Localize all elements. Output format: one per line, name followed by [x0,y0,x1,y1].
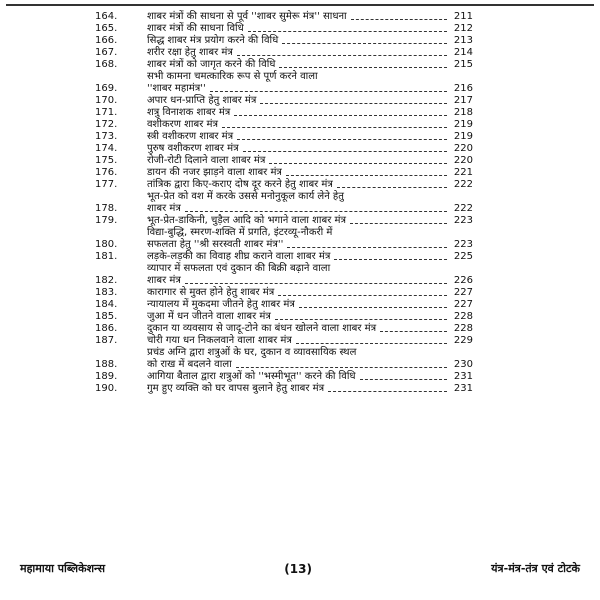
toc-entry-title: विद्या-बुद्धि, स्मरण-शक्ति में प्रगति, इंटरव्यू-नौकरी में [147,227,333,238]
leader-dashes [299,307,447,308]
toc-entry-number: 168. [95,59,118,70]
toc-entry-title: सफलता हेतु ''श्री सरस्वती शाबर मंत्र'' [147,239,284,250]
toc-entry-title: जुआ में धन जीतने वाला शाबर मंत्र [147,311,271,322]
toc-entry [95,11,473,23]
toc-entry [95,35,473,47]
toc-entry-title: शाबर मंत्रों की साधना से पूर्व ''शाबर सुमेरू मंत्र'' साधना [147,11,347,22]
toc-entry-number: 182. [95,275,118,286]
toc-entry-title: वशीकरण शाबर मंत्र [147,119,218,130]
toc-entry-page: 226 [453,275,473,286]
toc-entry-number: 187. [95,335,118,346]
toc-entry-number: 175. [95,155,118,166]
toc-entry-number: 184. [95,299,118,310]
leader-dashes [351,19,447,20]
toc-entry [95,299,473,311]
toc-entry-number: 178. [95,203,118,214]
toc-entry-title: सिद्ध शाबर मंत्र प्रयोग करने की विधि [147,35,279,46]
toc-entry-title: शाबर मंत्रों को जागृत करने की विधि [147,59,276,70]
toc-entry-page: 228 [453,323,473,334]
leader-dashes [222,127,447,128]
toc-entry-number: 176. [95,167,118,178]
toc-entry-number: 180. [95,239,118,250]
toc-entry-page: 230 [453,359,473,370]
toc-entry [95,95,473,107]
leader-dashes [243,151,447,152]
toc-entry-number: 165. [95,23,118,34]
toc-entry [95,227,473,251]
toc-entry-page: 220 [453,143,473,154]
toc-entry-page: 221 [453,167,473,178]
leader-dashes [328,391,447,392]
toc-entry-number: 183. [95,287,118,298]
toc-entry-title: शत्रु विनाशक शाबर मंत्र [147,107,231,118]
toc-entry [95,287,473,299]
toc-entry-number: 177. [95,179,118,190]
leader-dashes [296,343,447,344]
toc-entry-title: शरीर रक्षा हेतु शाबर मंत्र [147,47,233,58]
toc-entry [95,59,473,71]
toc-entry-title: गुम हुए व्यक्ति को घर वापस बुलाने हेतु शाबर मंत्र [147,383,325,394]
toc-entry [95,47,473,59]
toc-entry-number: 173. [95,131,118,142]
toc-entry-title: भूत-प्रेत को वश में करके उससे मनोनुकूल कार्य लेने हेतु [147,191,344,202]
toc-entry-page: 223 [453,239,473,250]
leader-dashes [287,247,447,248]
toc-entry-page: 222 [453,179,473,190]
toc-entry-title: सभी कामना चमत्कारिक रूप से पूर्ण करने वाला [147,71,318,82]
toc-entry-page: 212 [453,23,473,34]
toc-entry-title: लड़के-लड़की का विवाह शीघ्र कराने वाला शाबर मंत्र [147,251,331,262]
toc-entry-title: भूत-प्रेत-डाकिनी, चुड़ैल आदि को भगाने वाला शाबर मंत्र [147,215,346,226]
toc-entry-page: 219 [453,119,473,130]
toc-entry-page: 222 [453,203,473,214]
publisher-name: महामाया पब्लिकेशन्स [20,562,106,575]
toc-entry-title: व्यापार में सफलता एवं दुकान की बिक्री बढ़ाने वाला [147,263,331,274]
toc-entry-page: 225 [453,251,473,262]
toc-entry-number: 172. [95,119,118,130]
toc-entry-number: 189. [95,371,118,382]
toc-entry [95,143,473,155]
toc-entry-number: 186. [95,323,118,334]
toc-entry-number: 174. [95,143,118,154]
page-number: (13) [284,561,312,576]
toc-entry [95,251,473,263]
toc-entry-title: को राख में बदलने वाला [147,359,232,370]
leader-dashes [360,379,447,380]
toc-entry [95,191,473,215]
toc-entry [95,371,473,383]
toc-entry [95,179,473,191]
toc-entry-page: 214 [453,47,473,58]
toc-entry [95,23,473,35]
leader-dashes [185,283,447,284]
toc-entry [95,263,473,287]
toc-entry-number: 167. [95,47,118,58]
toc-entry-page: 228 [453,311,473,322]
toc-entry [95,347,473,371]
toc-entry-title: स्त्री वशीकरण शाबर मंत्र [147,131,234,142]
leader-dashes [185,211,447,212]
toc-entry-page: 211 [453,11,473,22]
toc-entry [95,107,473,119]
toc-entry [95,71,473,95]
toc-entry [95,131,473,143]
toc-entry [95,167,473,179]
toc-entry-page: 231 [453,383,473,394]
leader-dashes [337,187,447,188]
toc-entry-page: 218 [453,107,473,118]
leader-dashes [269,163,447,164]
toc-entry-title: न्यायालय में मुकदमा जीतने हेतु शाबर मंत्र [147,299,295,310]
table-of-contents [95,11,473,395]
toc-entry-title: चोरी गया धन निकलवाने वाला शाबर मंत्र [147,335,292,346]
toc-entry-title: दुकान या व्यवसाय से जादू-टोने का बंधन खोलने वाला शाबर मंत्र [147,323,377,334]
toc-entry-page: 216 [453,83,473,94]
leader-dashes [275,319,447,320]
leader-dashes [248,31,447,32]
toc-entry-page: 215 [453,59,473,70]
toc-entry-number: 169. [95,83,118,94]
toc-entry-title: अपार धन-प्राप्ति हेतु शाबर मंत्र [147,95,257,106]
leader-dashes [278,295,447,296]
toc-entry-page: 213 [453,35,473,46]
toc-entry [95,335,473,347]
toc-entry-page: 219 [453,131,473,142]
leader-dashes [237,55,447,56]
leader-dashes [380,331,447,332]
toc-entry-title: पुरुष वशीकरण शाबर मंत्र [147,143,239,154]
toc-entry-page: 227 [453,299,473,310]
toc-entry-page: 229 [453,335,473,346]
toc-entry-title: कारागार से मुक्त होने हेतु शाबर मंत्र [147,287,275,298]
toc-entry-title: आगिया बैताल द्वारा शत्रुओं को ''भस्मीभूत'' करने की विधि [147,371,356,382]
toc-entry [95,215,473,227]
leader-dashes [210,91,447,92]
toc-entry [95,311,473,323]
toc-entry-number: 179. [95,215,118,226]
book-title: यंत्र-मंत्र-तंत्र एवं टोटके [491,562,580,575]
toc-entry-title: शाबर मंत्रों की साधना विधि [147,23,244,34]
toc-entry-number: 190. [95,383,118,394]
toc-entry [95,383,473,395]
toc-entry-number: 166. [95,35,118,46]
toc-entry-title: ''शाबर महामंत्र'' [147,83,206,94]
leader-dashes [334,259,447,260]
toc-entry-title: शाबर मंत्र [147,203,181,214]
leader-dashes [286,175,447,176]
toc-entry [95,119,473,131]
toc-entry-page: 217 [453,95,473,106]
toc-entry-number: 188. [95,359,118,370]
toc-entry-number: 181. [95,251,118,262]
leader-dashes [350,223,447,224]
leader-dashes [234,115,447,116]
leader-dashes [282,43,447,44]
toc-entry-page: 227 [453,287,473,298]
page-footer [20,561,580,576]
toc-entry-title: तांत्रिक द्वारा किए-कराए दोष दूर करने हेतु शाबर मंत्र [147,179,333,190]
toc-entry-page: 220 [453,155,473,166]
toc-entry [95,155,473,167]
toc-entry-title: डायन की नजर झाड़ने वाला शाबर मंत्र [147,167,282,178]
leader-dashes [236,367,447,368]
leader-dashes [237,139,447,140]
top-rule [6,4,594,6]
toc-entry-title: प्रचंड अग्नि द्वारा शत्रुओं के घर, दुकान व व्यावसायिक स्थल [147,347,357,358]
toc-entry-page: 223 [453,215,473,226]
leader-dashes [260,103,447,104]
leader-dashes [279,67,447,68]
toc-entry-title: शाबर मंत्र [147,275,181,286]
toc-entry-number: 164. [95,11,118,22]
toc-entry-number: 171. [95,107,118,118]
toc-entry-number: 185. [95,311,118,322]
toc-entry [95,323,473,335]
toc-entry-title: रोजी-रोटी दिलाने वाला शाबर मंत्र [147,155,266,166]
toc-entry-page: 231 [453,371,473,382]
toc-entry-number: 170. [95,95,118,106]
